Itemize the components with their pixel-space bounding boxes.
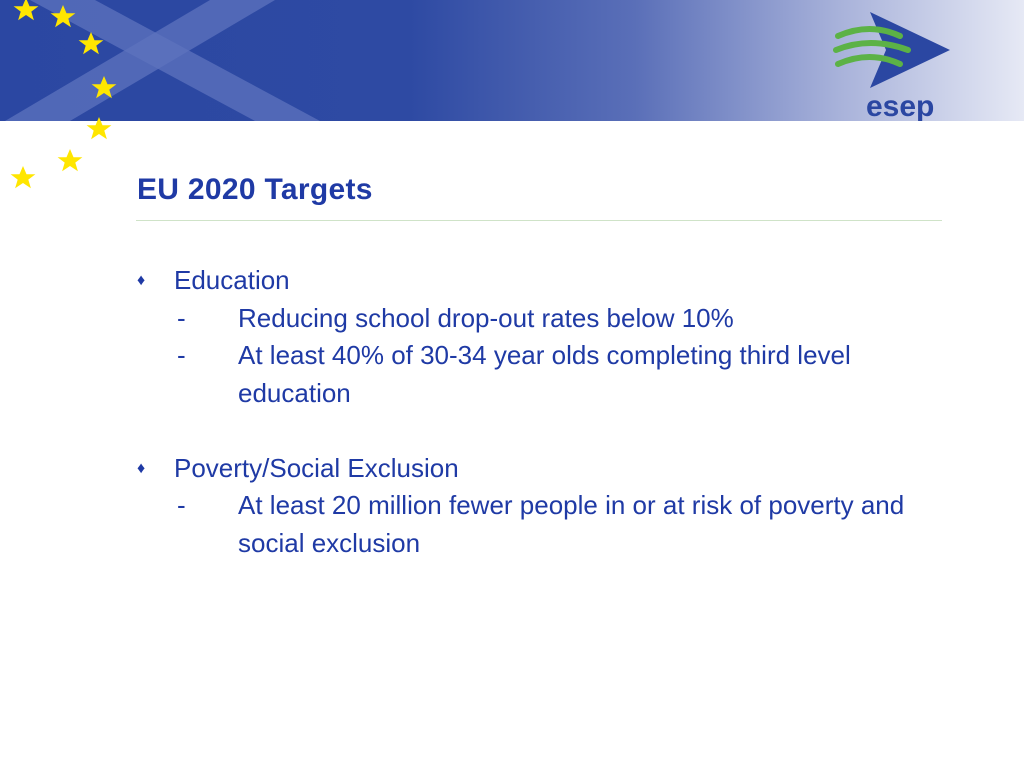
eu-stars: [0, 0, 140, 200]
star-icon: [14, 0, 39, 20]
diamond-bullet-icon: ♦: [137, 459, 146, 477]
title-divider: [136, 220, 942, 221]
esep-logo: [830, 6, 960, 121]
bullet-item: [137, 450, 927, 488]
slide-content: [137, 262, 927, 562]
sub-item: [137, 487, 927, 562]
bullet-item: [137, 262, 927, 300]
bullet-label: Poverty/Social Exclusion: [174, 452, 459, 483]
star-icon: [87, 117, 112, 139]
diamond-bullet-icon: ♦: [137, 272, 146, 289]
star-icon: [79, 32, 104, 54]
dash-marker: -: [177, 340, 186, 370]
slide-title: EU 2020 Targets: [137, 173, 373, 206]
sub-item: [137, 300, 927, 338]
sub-item: [137, 337, 927, 412]
sub-item-text: Reducing school drop-out rates below 10%: [238, 302, 734, 333]
logo-text: esep: [866, 90, 935, 121]
star-icon: [51, 5, 76, 27]
bullet-label: Education: [174, 265, 290, 295]
star-icon: [11, 166, 36, 188]
star-icon: [58, 149, 83, 171]
star-icon: [92, 76, 117, 98]
sub-item-text: At least 20 million fewer people in or at risk of poverty and social exclusion: [238, 490, 905, 558]
dash-marker: -: [177, 490, 186, 520]
sub-item-text: At least 40% of 30-34 year olds completing third level education: [238, 340, 851, 408]
dash-marker: -: [177, 302, 186, 333]
header-band: [0, 0, 1024, 121]
